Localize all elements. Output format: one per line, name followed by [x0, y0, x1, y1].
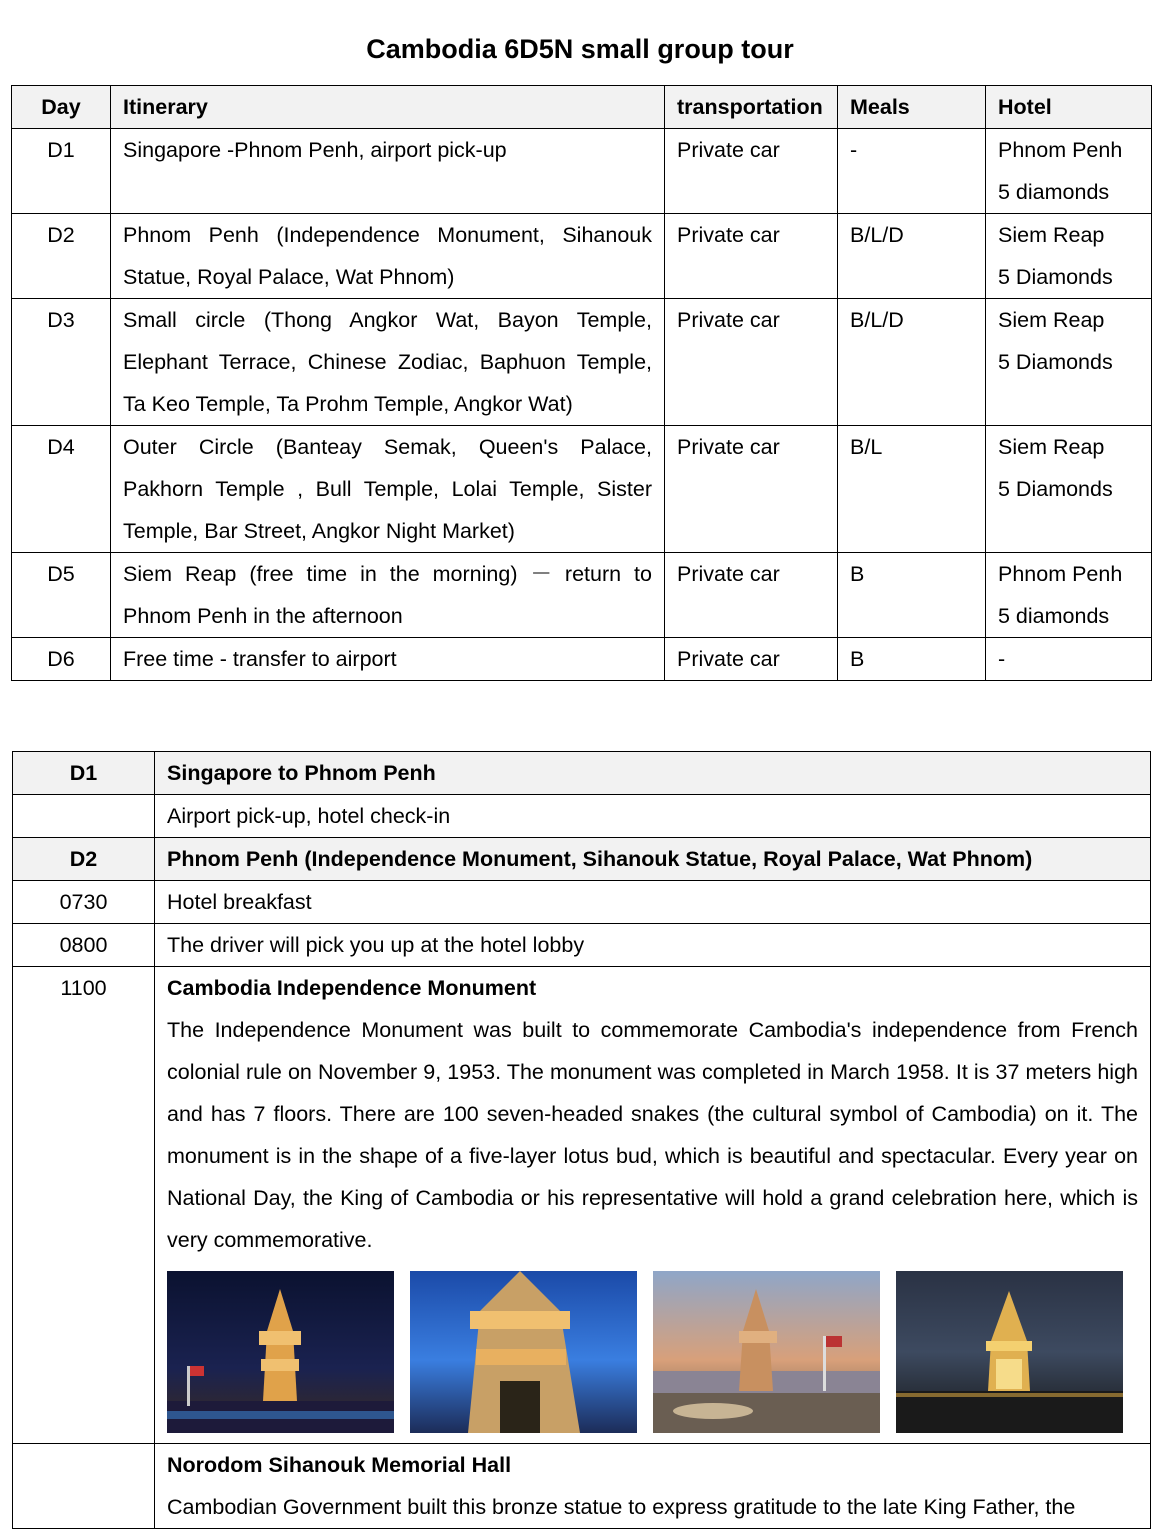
hotel-city: - — [998, 647, 1006, 671]
memorial-description: Cambodian Government built this bronze statue to express gratitude to the late King Father, the — [167, 1495, 1076, 1519]
cell-meals: B/L/D — [838, 214, 986, 299]
header-day: Day — [12, 86, 111, 129]
sihanouk-statue-photo — [896, 1271, 1123, 1433]
header-hotel: Hotel — [986, 86, 1152, 129]
hotel-rating: 5 Diamonds — [998, 265, 1113, 289]
cell-hotel — [986, 553, 1152, 638]
table-row — [13, 967, 1151, 1444]
summary-table — [11, 85, 1152, 681]
cell-transport: Private car — [665, 553, 838, 638]
cell-day: D6 — [12, 638, 111, 681]
monument-heading: Cambodia Independence Monument — [167, 976, 537, 1000]
cell-day: D5 — [12, 553, 111, 638]
day-header-row — [13, 838, 1151, 881]
hotel-rating: 5 diamonds — [998, 180, 1110, 204]
monument-night-photo — [167, 1271, 394, 1433]
detail-text: Hotel breakfast — [155, 881, 1151, 924]
cell-itinerary: Siem Reap (free time in the morning) － return to Phnom Penh in the afternoon — [111, 553, 665, 638]
cell-meals: B — [838, 553, 986, 638]
cell-meals: B — [838, 638, 986, 681]
table-row — [12, 214, 1152, 299]
cell-meals: B/L/D — [838, 299, 986, 426]
cell-day: D2 — [12, 214, 111, 299]
cell-day: D3 — [12, 299, 111, 426]
monument-description: The Independence Monument was built to commemorate Cambodia's independence from French colonial rule on November 9, 1953. The monument was completed in March 1958. It is 37 meters high and has 7 floors. There are 100 seven-headed snakes (the cultural symbol of Cambodia) on it. The monument is in the shape of a five-layer lotus bud, which is beautiful and spectacular. Every year on National Day, the King of Cambodia or his representative will hold a grand celebration here, which is very commemorative. — [167, 1018, 1138, 1252]
detail-text — [155, 1444, 1151, 1529]
hotel-city: Siem Reap — [998, 223, 1105, 247]
detail-time: 0730 — [13, 881, 155, 924]
cell-meals: B/L — [838, 426, 986, 553]
cell-transport: Private car — [665, 299, 838, 426]
photo-gallery — [167, 1271, 1138, 1433]
hotel-city: Siem Reap — [998, 308, 1105, 332]
table-row — [13, 795, 1151, 838]
cell-itinerary: Small circle (Thong Angkor Wat, Bayon Temple, Elephant Terrace, Chinese Zodiac, Baphuon Temple, Ta Keo Temple, Ta Prohm Temple, Angkor Wat) — [111, 299, 665, 426]
hotel-rating: 5 Diamonds — [998, 350, 1113, 374]
monument-closeup-photo — [410, 1271, 637, 1433]
summary-header-row — [12, 86, 1152, 129]
table-row — [13, 1444, 1151, 1529]
cell-meals: - — [838, 129, 986, 214]
cell-itinerary: Free time - transfer to airport — [111, 638, 665, 681]
hotel-city: Phnom Penh — [998, 562, 1123, 586]
monument-dusk-photo — [653, 1271, 880, 1433]
detail-day-title: Singapore to Phnom Penh — [155, 752, 1151, 795]
table-row — [12, 129, 1152, 214]
cell-day: D1 — [12, 129, 111, 214]
detail-day: D2 — [13, 838, 155, 881]
detail-text — [155, 967, 1151, 1444]
header-itinerary: Itinerary — [111, 86, 665, 129]
table-row — [12, 426, 1152, 553]
detail-time — [13, 795, 155, 838]
cell-hotel — [986, 129, 1152, 214]
detail-time: 1100 — [13, 967, 155, 1444]
detail-table — [12, 751, 1151, 1529]
table-row — [13, 924, 1151, 967]
cell-transport: Private car — [665, 426, 838, 553]
hotel-rating: 5 diamonds — [998, 604, 1110, 628]
cell-transport: Private car — [665, 638, 838, 681]
memorial-heading: Norodom Sihanouk Memorial Hall — [167, 1453, 512, 1477]
hotel-city: Siem Reap — [998, 435, 1105, 459]
table-row — [12, 553, 1152, 638]
header-transportation: transportation — [665, 86, 838, 129]
cell-itinerary: Outer Circle (Banteay Semak, Queen's Palace, Pakhorn Temple , Bull Temple, Lolai Temple, Sister Temple, Bar Street, Angkor Night Market) — [111, 426, 665, 553]
detail-day: D1 — [13, 752, 155, 795]
cell-hotel — [986, 426, 1152, 553]
cell-transport: Private car — [665, 129, 838, 214]
detail-text: The driver will pick you up at the hotel lobby — [155, 924, 1151, 967]
table-row — [12, 299, 1152, 426]
header-meals: Meals — [838, 86, 986, 129]
detail-time: 0800 — [13, 924, 155, 967]
detail-time — [13, 1444, 155, 1529]
day-header-row — [13, 752, 1151, 795]
detail-text: Airport pick-up, hotel check-in — [155, 795, 1151, 838]
page-title: Cambodia 6D5N small group tour — [366, 34, 794, 64]
table-row — [13, 881, 1151, 924]
cell-itinerary: Singapore -Phnom Penh, airport pick-up — [111, 129, 665, 214]
hotel-city: Phnom Penh — [998, 138, 1123, 162]
detail-day-title: Phnom Penh (Independence Monument, Sihanouk Statue, Royal Palace, Wat Phnom) — [155, 838, 1151, 881]
table-row — [12, 638, 1152, 681]
cell-transport: Private car — [665, 214, 838, 299]
cell-hotel — [986, 638, 1152, 681]
cell-hotel — [986, 299, 1152, 426]
cell-hotel — [986, 214, 1152, 299]
cell-itinerary: Phnom Penh (Independence Monument, Sihanouk Statue, Royal Palace, Wat Phnom) — [111, 214, 665, 299]
cell-day: D4 — [12, 426, 111, 553]
hotel-rating: 5 Diamonds — [998, 477, 1113, 501]
